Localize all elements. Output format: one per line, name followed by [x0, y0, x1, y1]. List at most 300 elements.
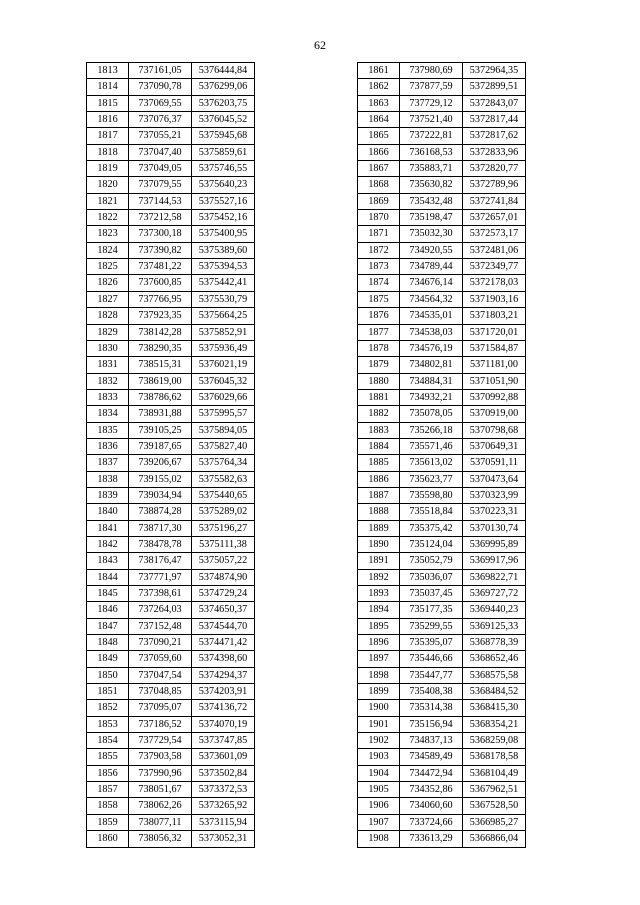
x-coordinate-cell: 739155,02 [129, 471, 192, 487]
table-row [87, 569, 255, 585]
point-number-cell: 1901 [358, 716, 400, 732]
point-number-cell: 1861 [358, 63, 400, 79]
x-coordinate-cell: 737990,96 [129, 765, 192, 781]
table-row [87, 782, 255, 798]
table-row [87, 275, 255, 291]
table-row [87, 128, 255, 144]
x-coordinate-cell: 737903,58 [129, 749, 192, 765]
point-number-cell: 1822 [87, 210, 129, 226]
point-number-cell: 1886 [358, 471, 400, 487]
table-row [358, 144, 526, 160]
table-row [87, 112, 255, 128]
y-coordinate-cell: 5375827,40 [192, 438, 255, 454]
table-row [358, 814, 526, 830]
table-row [358, 438, 526, 454]
table-row [358, 128, 526, 144]
y-coordinate-cell: 5371720,01 [463, 324, 526, 340]
x-coordinate-cell: 737069,55 [129, 95, 192, 111]
y-coordinate-cell: 5368778,39 [463, 635, 526, 651]
x-coordinate-cell: 735408,38 [400, 684, 463, 700]
point-number-cell: 1841 [87, 520, 129, 536]
y-coordinate-cell: 5369822,71 [463, 569, 526, 585]
y-coordinate-cell: 5370992,88 [463, 389, 526, 405]
point-number-cell: 1817 [87, 128, 129, 144]
x-coordinate-cell: 737729,54 [129, 733, 192, 749]
table-row [87, 422, 255, 438]
point-number-cell: 1827 [87, 291, 129, 307]
table-row [358, 831, 526, 847]
x-coordinate-cell: 735198,47 [400, 210, 463, 226]
point-number-cell: 1836 [87, 438, 129, 454]
point-number-cell: 1832 [87, 373, 129, 389]
table-row [87, 177, 255, 193]
x-coordinate-cell: 737600,85 [129, 275, 192, 291]
x-coordinate-cell: 738056,32 [129, 831, 192, 847]
y-coordinate-cell: 5375859,61 [192, 144, 255, 160]
table-row [358, 95, 526, 111]
y-coordinate-cell: 5376045,52 [192, 112, 255, 128]
point-number-cell: 1872 [358, 242, 400, 258]
table-row [358, 455, 526, 471]
point-number-cell: 1814 [87, 79, 129, 95]
table-row [87, 324, 255, 340]
point-number-cell: 1908 [358, 831, 400, 847]
table-row [87, 455, 255, 471]
point-number-cell: 1857 [87, 782, 129, 798]
table-row [358, 618, 526, 634]
point-number-cell: 1844 [87, 569, 129, 585]
y-coordinate-cell: 5373601,09 [192, 749, 255, 765]
point-number-cell: 1849 [87, 651, 129, 667]
point-number-cell: 1891 [358, 553, 400, 569]
table-row [87, 226, 255, 242]
x-coordinate-cell: 737152,48 [129, 618, 192, 634]
coordinates-table-right [357, 62, 526, 848]
point-number-cell: 1864 [358, 112, 400, 128]
x-coordinate-cell: 733613,29 [400, 831, 463, 847]
table-row [358, 700, 526, 716]
point-number-cell: 1897 [358, 651, 400, 667]
x-coordinate-cell: 737186,52 [129, 716, 192, 732]
point-number-cell: 1900 [358, 700, 400, 716]
table-row [87, 831, 255, 847]
table-row [87, 602, 255, 618]
y-coordinate-cell: 5371584,87 [463, 340, 526, 356]
y-coordinate-cell: 5371181,00 [463, 357, 526, 373]
y-coordinate-cell: 5376045,32 [192, 373, 255, 389]
x-coordinate-cell: 734789,44 [400, 259, 463, 275]
table-row [87, 161, 255, 177]
x-coordinate-cell: 737481,22 [129, 259, 192, 275]
point-number-cell: 1852 [87, 700, 129, 716]
x-coordinate-cell: 735571,46 [400, 438, 463, 454]
y-coordinate-cell: 5372820,77 [463, 161, 526, 177]
x-coordinate-cell: 737212,58 [129, 210, 192, 226]
table-row [87, 814, 255, 830]
table-row [358, 765, 526, 781]
table-row [87, 504, 255, 520]
point-number-cell: 1899 [358, 684, 400, 700]
x-coordinate-cell: 734352,86 [400, 782, 463, 798]
table-row [87, 684, 255, 700]
x-coordinate-cell: 735613,02 [400, 455, 463, 471]
x-coordinate-cell: 735623,77 [400, 471, 463, 487]
y-coordinate-cell: 5375440,65 [192, 487, 255, 503]
point-number-cell: 1885 [358, 455, 400, 471]
x-coordinate-cell: 737923,35 [129, 308, 192, 324]
point-number-cell: 1880 [358, 373, 400, 389]
table-row [87, 63, 255, 79]
point-number-cell: 1833 [87, 389, 129, 405]
coordinates-table-left [86, 62, 255, 848]
y-coordinate-cell: 5375945,68 [192, 128, 255, 144]
point-number-cell: 1890 [358, 536, 400, 552]
x-coordinate-cell: 737090,78 [129, 79, 192, 95]
table-row [358, 536, 526, 552]
x-coordinate-cell: 738619,00 [129, 373, 192, 389]
table-row [358, 389, 526, 405]
point-number-cell: 1878 [358, 340, 400, 356]
point-number-cell: 1887 [358, 487, 400, 503]
point-number-cell: 1843 [87, 553, 129, 569]
page-number: 62 [314, 38, 326, 52]
point-number-cell: 1847 [87, 618, 129, 634]
point-number-cell: 1865 [358, 128, 400, 144]
table-row [358, 79, 526, 95]
x-coordinate-cell: 738874,28 [129, 504, 192, 520]
x-coordinate-cell: 737264,03 [129, 602, 192, 618]
x-coordinate-cell: 737079,55 [129, 177, 192, 193]
y-coordinate-cell: 5376444,84 [192, 63, 255, 79]
point-number-cell: 1819 [87, 161, 129, 177]
x-coordinate-cell: 737877,59 [400, 79, 463, 95]
point-number-cell: 1860 [87, 831, 129, 847]
x-coordinate-cell: 737095,07 [129, 700, 192, 716]
x-coordinate-cell: 738786,62 [129, 389, 192, 405]
table-row [358, 586, 526, 602]
table-row [358, 422, 526, 438]
y-coordinate-cell: 5374203,91 [192, 684, 255, 700]
x-coordinate-cell: 738077,11 [129, 814, 192, 830]
x-coordinate-cell: 734060,60 [400, 798, 463, 814]
y-coordinate-cell: 5374398,60 [192, 651, 255, 667]
table-row [358, 226, 526, 242]
point-number-cell: 1907 [358, 814, 400, 830]
point-number-cell: 1818 [87, 144, 129, 160]
y-coordinate-cell: 5376029,66 [192, 389, 255, 405]
y-coordinate-cell: 5374650,37 [192, 602, 255, 618]
y-coordinate-cell: 5371903,16 [463, 291, 526, 307]
point-number-cell: 1853 [87, 716, 129, 732]
point-number-cell: 1889 [358, 520, 400, 536]
x-coordinate-cell: 734538,03 [400, 324, 463, 340]
y-coordinate-cell: 5375057,22 [192, 553, 255, 569]
y-coordinate-cell: 5370591,11 [463, 455, 526, 471]
point-number-cell: 1842 [87, 536, 129, 552]
point-number-cell: 1855 [87, 749, 129, 765]
x-coordinate-cell: 735447,77 [400, 667, 463, 683]
table-row [87, 144, 255, 160]
point-number-cell: 1839 [87, 487, 129, 503]
x-coordinate-cell: 737144,53 [129, 193, 192, 209]
y-coordinate-cell: 5371051,90 [463, 373, 526, 389]
y-coordinate-cell: 5375582,63 [192, 471, 255, 487]
table-row [358, 520, 526, 536]
table-row [358, 635, 526, 651]
y-coordinate-cell: 5375894,05 [192, 422, 255, 438]
table-row [87, 635, 255, 651]
table-row [358, 357, 526, 373]
table-row [358, 112, 526, 128]
point-number-cell: 1848 [87, 635, 129, 651]
y-coordinate-cell: 5375452,16 [192, 210, 255, 226]
table-row [358, 569, 526, 585]
x-coordinate-cell: 737521,40 [400, 112, 463, 128]
table-row [358, 275, 526, 291]
x-coordinate-cell: 735883,71 [400, 161, 463, 177]
point-number-cell: 1871 [358, 226, 400, 242]
point-number-cell: 1863 [358, 95, 400, 111]
point-number-cell: 1854 [87, 733, 129, 749]
y-coordinate-cell: 5368484,52 [463, 684, 526, 700]
y-coordinate-cell: 5372899,51 [463, 79, 526, 95]
point-number-cell: 1835 [87, 422, 129, 438]
y-coordinate-cell: 5372349,77 [463, 259, 526, 275]
x-coordinate-cell: 734564,32 [400, 291, 463, 307]
x-coordinate-cell: 735037,45 [400, 586, 463, 602]
point-number-cell: 1905 [358, 782, 400, 798]
x-coordinate-cell: 739105,25 [129, 422, 192, 438]
x-coordinate-cell: 735375,42 [400, 520, 463, 536]
y-coordinate-cell: 5374544,70 [192, 618, 255, 634]
y-coordinate-cell: 5370130,74 [463, 520, 526, 536]
y-coordinate-cell: 5374471,42 [192, 635, 255, 651]
table-row [87, 471, 255, 487]
point-number-cell: 1876 [358, 308, 400, 324]
y-coordinate-cell: 5369440,23 [463, 602, 526, 618]
table-row [87, 308, 255, 324]
x-coordinate-cell: 735078,05 [400, 406, 463, 422]
point-number-cell: 1884 [358, 438, 400, 454]
table-row [87, 667, 255, 683]
point-number-cell: 1837 [87, 455, 129, 471]
y-coordinate-cell: 5369917,96 [463, 553, 526, 569]
y-coordinate-cell: 5370798,68 [463, 422, 526, 438]
y-coordinate-cell: 5369727,72 [463, 586, 526, 602]
point-number-cell: 1846 [87, 602, 129, 618]
coordinates-table-left-body [87, 63, 255, 848]
x-coordinate-cell: 737980,69 [400, 63, 463, 79]
x-coordinate-cell: 735036,07 [400, 569, 463, 585]
table-row [358, 602, 526, 618]
point-number-cell: 1820 [87, 177, 129, 193]
point-number-cell: 1882 [358, 406, 400, 422]
x-coordinate-cell: 734535,01 [400, 308, 463, 324]
x-coordinate-cell: 734932,21 [400, 389, 463, 405]
y-coordinate-cell: 5375196,27 [192, 520, 255, 536]
point-number-cell: 1873 [358, 259, 400, 275]
x-coordinate-cell: 738717,30 [129, 520, 192, 536]
table-row [87, 586, 255, 602]
point-number-cell: 1834 [87, 406, 129, 422]
point-number-cell: 1816 [87, 112, 129, 128]
table-row [358, 210, 526, 226]
x-coordinate-cell: 737300,18 [129, 226, 192, 242]
y-coordinate-cell: 5374874,90 [192, 569, 255, 585]
table-row [358, 193, 526, 209]
x-coordinate-cell: 734676,14 [400, 275, 463, 291]
point-number-cell: 1881 [358, 389, 400, 405]
point-number-cell: 1895 [358, 618, 400, 634]
y-coordinate-cell: 5372843,07 [463, 95, 526, 111]
y-coordinate-cell: 5372741,84 [463, 193, 526, 209]
x-coordinate-cell: 737390,82 [129, 242, 192, 258]
y-coordinate-cell: 5373747,85 [192, 733, 255, 749]
point-number-cell: 1824 [87, 242, 129, 258]
table-row [87, 716, 255, 732]
y-coordinate-cell: 5367962,51 [463, 782, 526, 798]
point-number-cell: 1862 [358, 79, 400, 95]
table-row [87, 79, 255, 95]
point-number-cell: 1813 [87, 63, 129, 79]
table-row [87, 340, 255, 356]
y-coordinate-cell: 5368652,46 [463, 651, 526, 667]
x-coordinate-cell: 737766,95 [129, 291, 192, 307]
y-coordinate-cell: 5374729,24 [192, 586, 255, 602]
y-coordinate-cell: 5368178,58 [463, 749, 526, 765]
x-coordinate-cell: 737055,21 [129, 128, 192, 144]
y-coordinate-cell: 5373372,53 [192, 782, 255, 798]
table-row [87, 733, 255, 749]
y-coordinate-cell: 5375530,79 [192, 291, 255, 307]
table-row [87, 357, 255, 373]
x-coordinate-cell: 738478,78 [129, 536, 192, 552]
x-coordinate-cell: 737047,40 [129, 144, 192, 160]
y-coordinate-cell: 5369125,33 [463, 618, 526, 634]
y-coordinate-cell: 5375936,49 [192, 340, 255, 356]
table-row [87, 520, 255, 536]
table-row [358, 471, 526, 487]
point-number-cell: 1867 [358, 161, 400, 177]
x-coordinate-cell: 739187,65 [129, 438, 192, 454]
x-coordinate-cell: 739034,94 [129, 487, 192, 503]
point-number-cell: 1870 [358, 210, 400, 226]
y-coordinate-cell: 5372789,96 [463, 177, 526, 193]
x-coordinate-cell: 737047,54 [129, 667, 192, 683]
table-row [358, 667, 526, 683]
x-coordinate-cell: 737398,61 [129, 586, 192, 602]
point-number-cell: 1883 [358, 422, 400, 438]
y-coordinate-cell: 5373115,94 [192, 814, 255, 830]
point-number-cell: 1903 [358, 749, 400, 765]
x-coordinate-cell: 738931,88 [129, 406, 192, 422]
y-coordinate-cell: 5376203,75 [192, 95, 255, 111]
table-row [358, 406, 526, 422]
x-coordinate-cell: 737049,05 [129, 161, 192, 177]
table-row [87, 536, 255, 552]
point-number-cell: 1826 [87, 275, 129, 291]
point-number-cell: 1902 [358, 733, 400, 749]
point-number-cell: 1888 [358, 504, 400, 520]
y-coordinate-cell: 5366866,04 [463, 831, 526, 847]
y-coordinate-cell: 5373265,92 [192, 798, 255, 814]
y-coordinate-cell: 5373502,84 [192, 765, 255, 781]
x-coordinate-cell: 738176,47 [129, 553, 192, 569]
y-coordinate-cell: 5376299,06 [192, 79, 255, 95]
x-coordinate-cell: 737048,85 [129, 684, 192, 700]
y-coordinate-cell: 5371803,21 [463, 308, 526, 324]
y-coordinate-cell: 5370919,00 [463, 406, 526, 422]
table-row [87, 406, 255, 422]
y-coordinate-cell: 5368415,30 [463, 700, 526, 716]
y-coordinate-cell: 5368354,21 [463, 716, 526, 732]
y-coordinate-cell: 5375442,41 [192, 275, 255, 291]
table-row [87, 95, 255, 111]
x-coordinate-cell: 734920,55 [400, 242, 463, 258]
table-row [87, 651, 255, 667]
x-coordinate-cell: 734884,31 [400, 373, 463, 389]
x-coordinate-cell: 735266,18 [400, 422, 463, 438]
x-coordinate-cell: 737729,12 [400, 95, 463, 111]
point-number-cell: 1893 [358, 586, 400, 602]
table-row [87, 373, 255, 389]
table-row [87, 700, 255, 716]
x-coordinate-cell: 737076,37 [129, 112, 192, 128]
point-number-cell: 1892 [358, 569, 400, 585]
y-coordinate-cell: 5375746,55 [192, 161, 255, 177]
point-number-cell: 1851 [87, 684, 129, 700]
table-row [358, 749, 526, 765]
point-number-cell: 1825 [87, 259, 129, 275]
table-row [358, 487, 526, 503]
x-coordinate-cell: 734589,49 [400, 749, 463, 765]
x-coordinate-cell: 737222,81 [400, 128, 463, 144]
point-number-cell: 1875 [358, 291, 400, 307]
point-number-cell: 1815 [87, 95, 129, 111]
table-row [358, 504, 526, 520]
point-number-cell: 1904 [358, 765, 400, 781]
table-row [87, 438, 255, 454]
x-coordinate-cell: 738142,28 [129, 324, 192, 340]
x-coordinate-cell: 735518,84 [400, 504, 463, 520]
table-row [87, 749, 255, 765]
y-coordinate-cell: 5372817,44 [463, 112, 526, 128]
y-coordinate-cell: 5375111,38 [192, 536, 255, 552]
point-number-cell: 1830 [87, 340, 129, 356]
y-coordinate-cell: 5375852,91 [192, 324, 255, 340]
y-coordinate-cell: 5376021,19 [192, 357, 255, 373]
x-coordinate-cell: 734472,94 [400, 765, 463, 781]
point-number-cell: 1829 [87, 324, 129, 340]
point-number-cell: 1838 [87, 471, 129, 487]
point-number-cell: 1906 [358, 798, 400, 814]
x-coordinate-cell: 735630,82 [400, 177, 463, 193]
table-row [87, 765, 255, 781]
y-coordinate-cell: 5368575,58 [463, 667, 526, 683]
table-row [87, 210, 255, 226]
point-number-cell: 1828 [87, 308, 129, 324]
table-row [87, 618, 255, 634]
point-number-cell: 1856 [87, 765, 129, 781]
point-number-cell: 1840 [87, 504, 129, 520]
x-coordinate-cell: 735446,66 [400, 651, 463, 667]
y-coordinate-cell: 5372964,35 [463, 63, 526, 79]
y-coordinate-cell: 5372573,17 [463, 226, 526, 242]
table-row [358, 782, 526, 798]
y-coordinate-cell: 5370223,31 [463, 504, 526, 520]
table-row [358, 684, 526, 700]
table-row [87, 193, 255, 209]
